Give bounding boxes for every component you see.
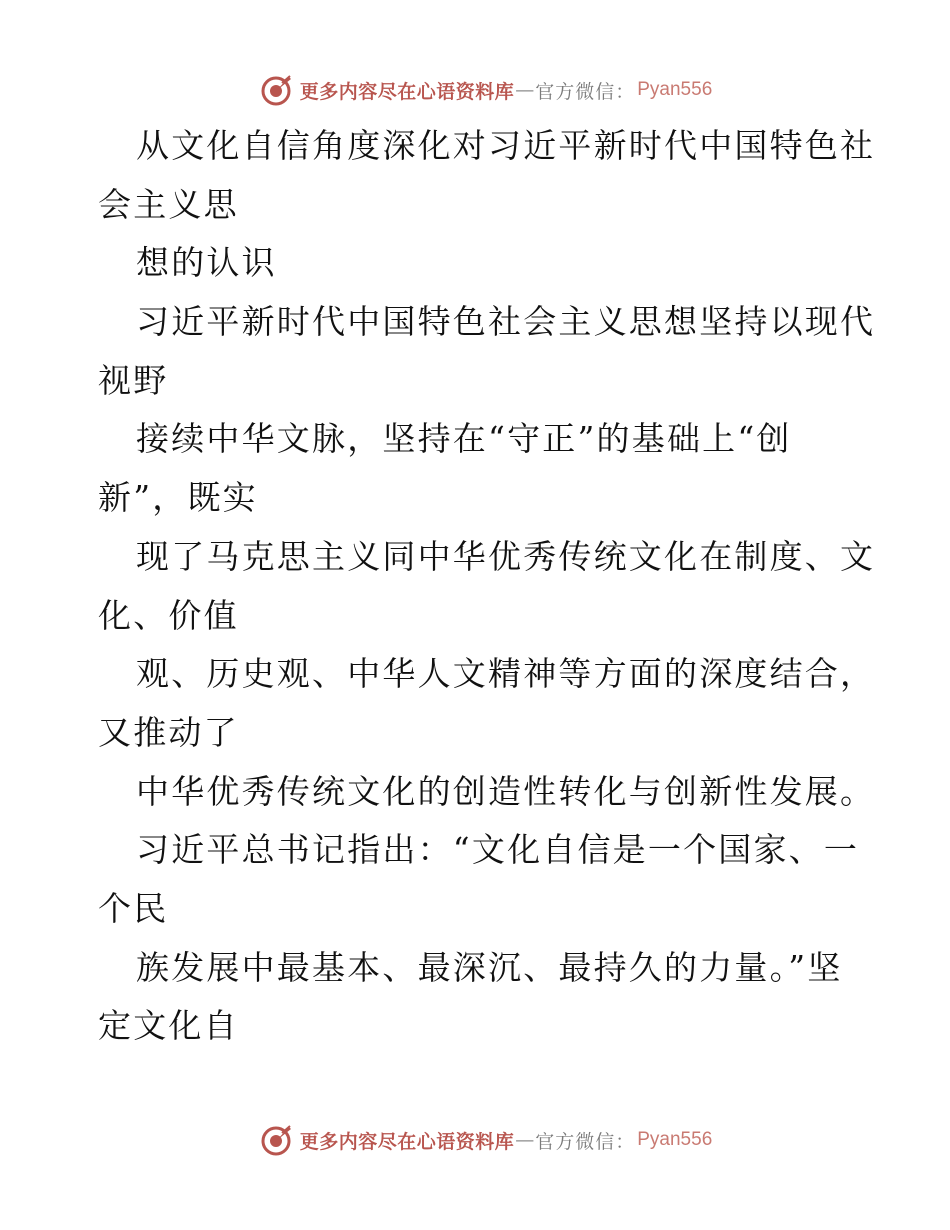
- paragraph-line: 观、历史观、中华人文精神等方面的深度结合，: [136, 654, 876, 694]
- header-watermark-inner: [260, 73, 713, 107]
- paragraph-line: 定文化自: [98, 1006, 239, 1046]
- header-watermark-wechat-id: Pyan556: [637, 79, 713, 100]
- footer-watermark-site: 更多内容尽在心语资料库: [299, 1130, 515, 1153]
- paragraph-line: 想的认识: [136, 243, 277, 283]
- pen-logo-icon: [260, 73, 294, 107]
- paragraph-line: 现了马克思主义同中华优秀传统文化在制度、文: [136, 536, 876, 576]
- footer-watermark-wechat-label: 官方微信：: [535, 1130, 636, 1153]
- footer-watermark-dash: —: [515, 1129, 535, 1151]
- paragraph-line: 族发展中最基本、最深沉、最持久的力量。”坚: [136, 947, 843, 987]
- document-body: [98, 117, 876, 1056]
- paragraph-line: 从文化自信角度深化对习近平新时代中国特色社: [136, 126, 876, 165]
- pen-logo-icon: [260, 1123, 294, 1157]
- paragraph-line: 新”，既实: [98, 478, 258, 518]
- paragraph-line: 化、价值: [98, 595, 239, 635]
- paragraph-line: 会主义思: [98, 184, 239, 224]
- paragraph-line: 接续中华文脉，坚持在“守正”的基础上“创: [136, 419, 792, 459]
- footer-watermark-inner: [260, 1123, 713, 1157]
- header-watermark-dash: —: [515, 79, 535, 101]
- footer-watermark-banner: [0, 1120, 950, 1160]
- footer-watermark-wechat-id: Pyan556: [637, 1129, 713, 1150]
- paragraph-line: 视野: [98, 360, 169, 400]
- header-watermark-banner: [0, 70, 950, 110]
- paragraph-line: 习近平总书记指出：“文化自信是一个国家、一: [136, 830, 860, 870]
- paragraph-line: 又推动了: [98, 712, 239, 752]
- header-watermark-site: 更多内容尽在心语资料库: [299, 80, 515, 103]
- header-watermark-wechat-label: 官方微信：: [535, 80, 636, 103]
- paragraph-line: 个民: [98, 888, 169, 928]
- paragraph-line: 中华优秀传统文化的创造性转化与创新性发展。: [136, 771, 876, 811]
- paragraph-line: 习近平新时代中国特色社会主义思想坚持以现代: [136, 302, 876, 342]
